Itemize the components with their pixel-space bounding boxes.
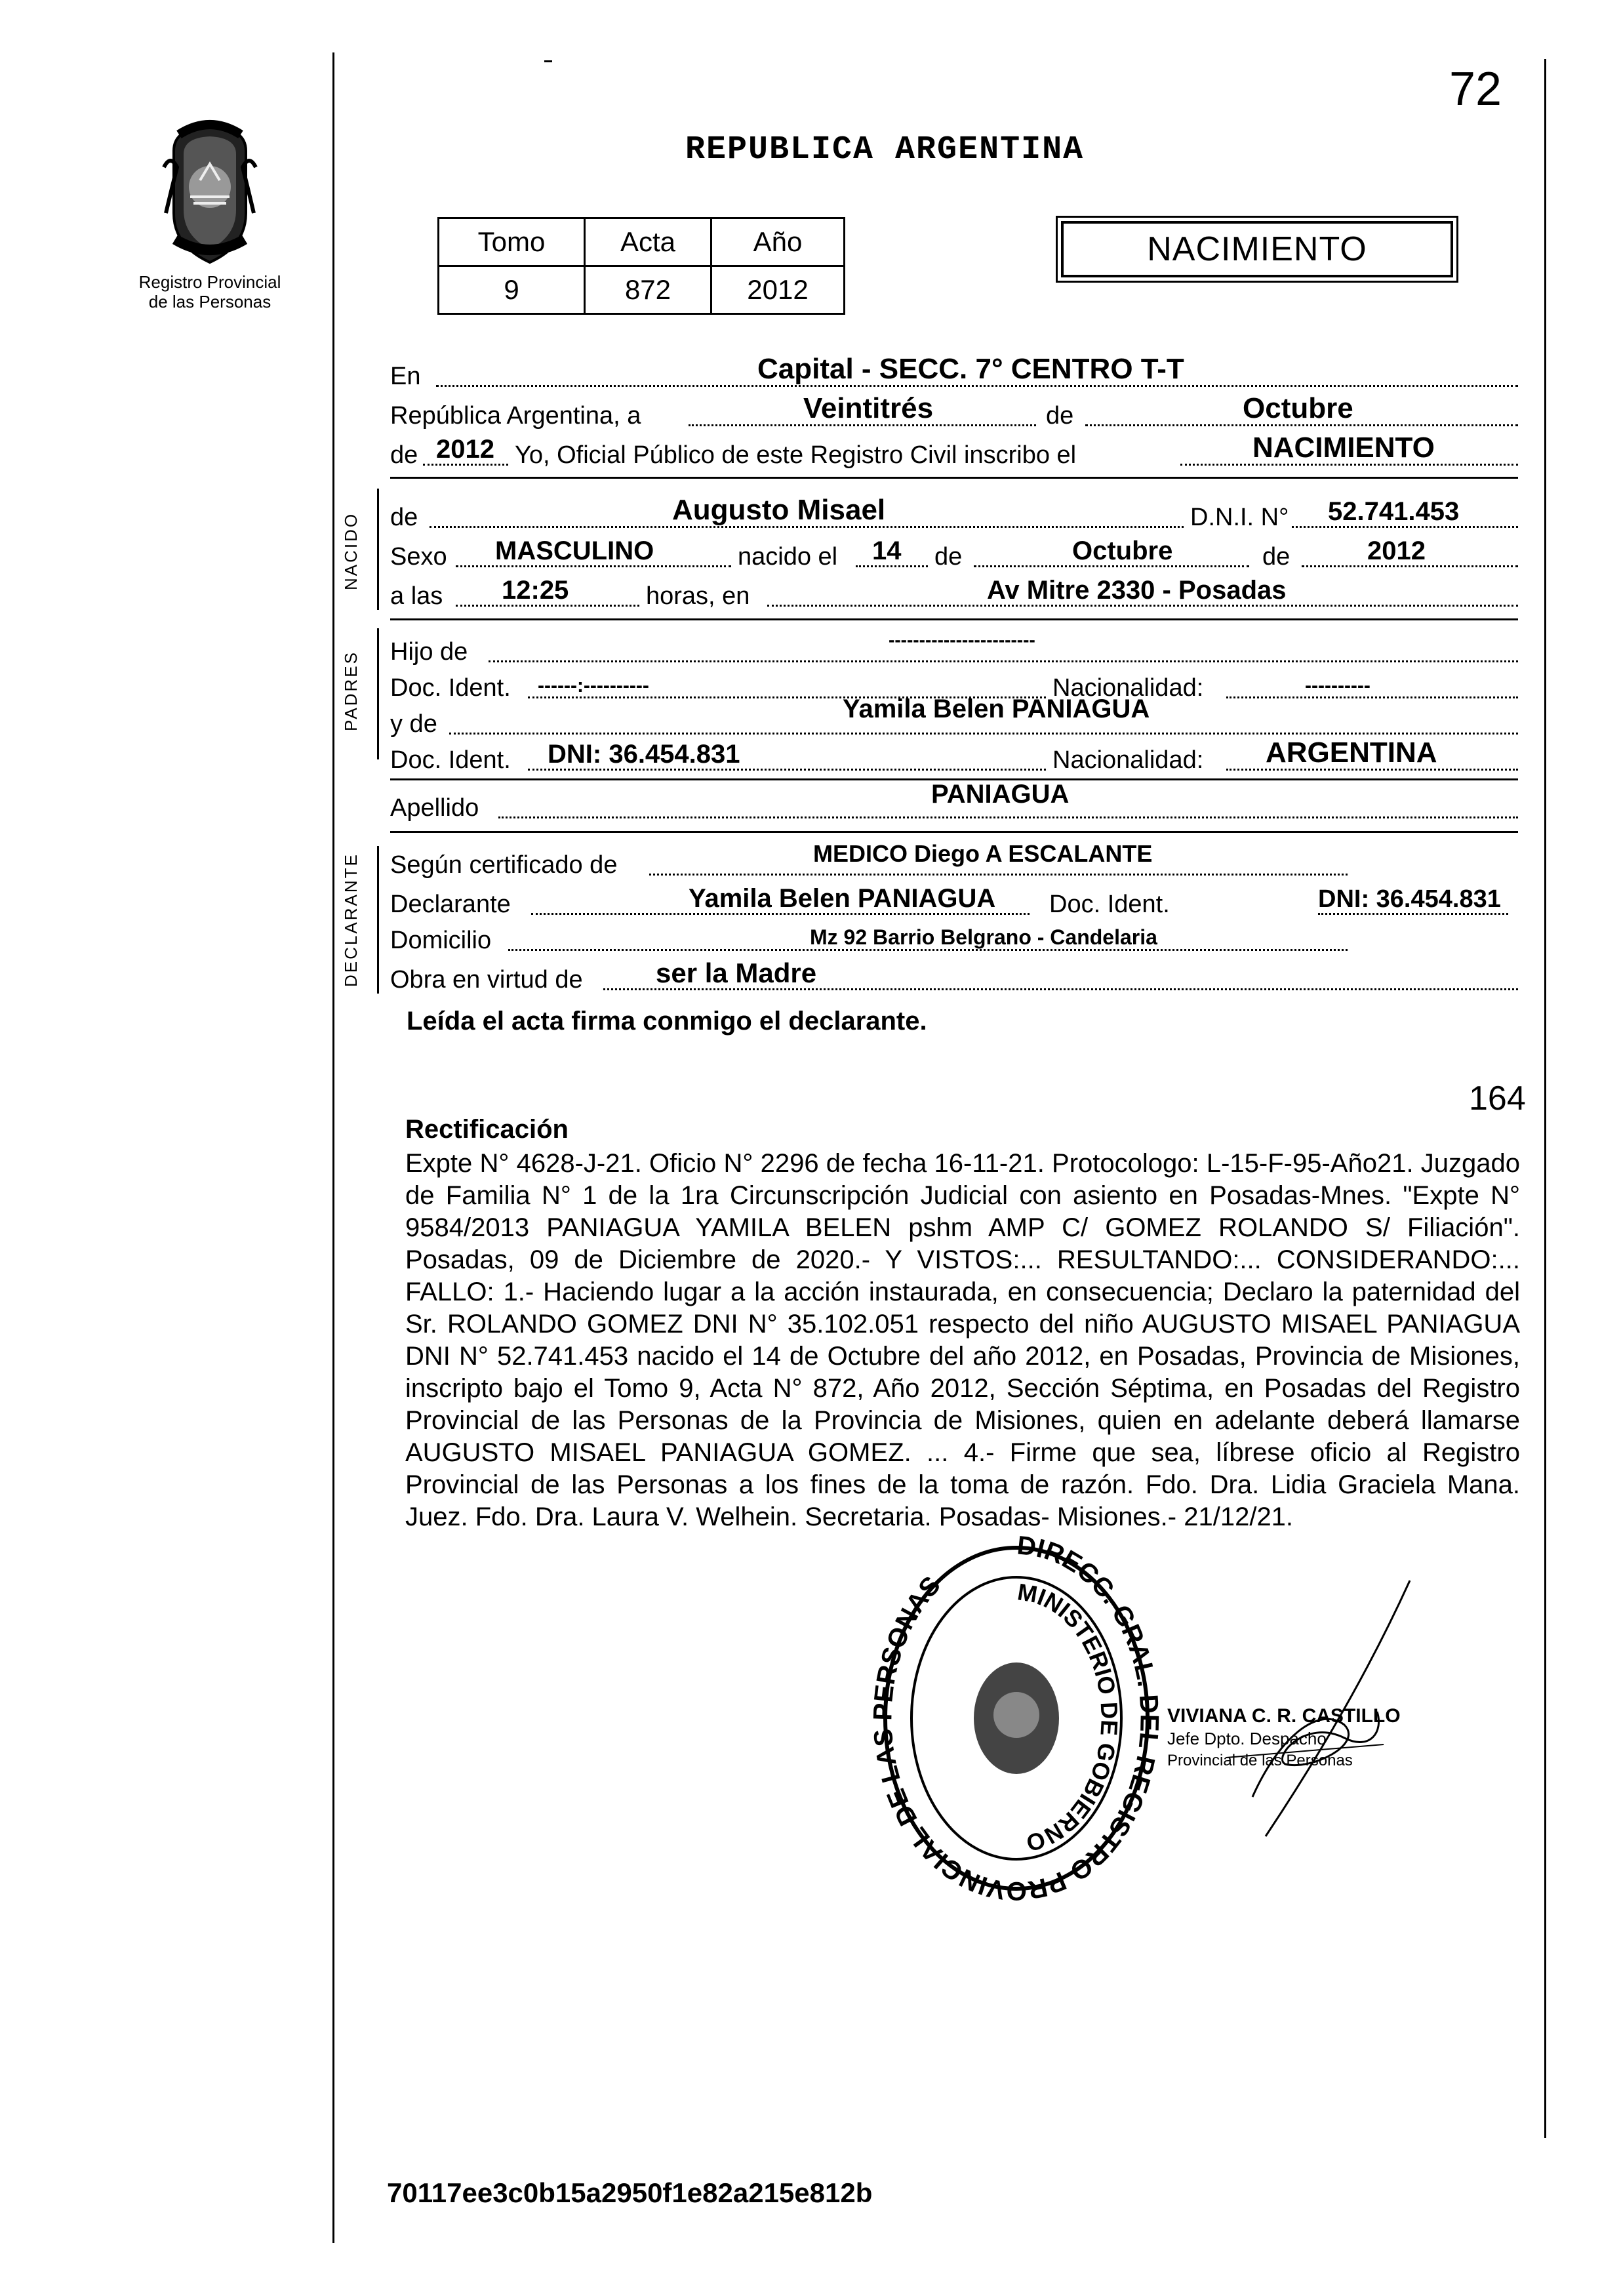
stamp-inner-textpath: MINISTERIO DE GOBIERNO <box>1015 1578 1123 1857</box>
madre-value: Yamila Belen PANIAGUA <box>843 695 1150 723</box>
nac1-label: Nacionalidad: <box>1052 674 1204 702</box>
nacido-el-label: nacido el <box>738 543 838 571</box>
nacido-dia-value: 14 <box>872 536 902 565</box>
line-declarante <box>390 882 1518 921</box>
yde-label: y de <box>390 710 437 738</box>
line-doc2 <box>390 738 1518 777</box>
doc2-value: DNI: 36.454.831 <box>548 740 740 769</box>
obra-label: Obra en virtud de <box>390 966 583 994</box>
handwritten-signature <box>1213 1574 1443 1849</box>
line-apellido <box>390 780 1518 825</box>
line-nacido-de <box>390 495 1518 534</box>
left-margin-line <box>332 52 334 2243</box>
lugar-value: Av Mitre 2330 - Posadas <box>987 576 1287 605</box>
inscribo-value: NACIMIENTO <box>1252 432 1435 464</box>
nac2-label: Nacionalidad: <box>1052 746 1204 774</box>
hijo-label: Hijo de <box>390 638 468 666</box>
padre-dots <box>489 660 1518 662</box>
provincial-seal-logo <box>161 115 259 266</box>
nacido-bar <box>377 489 379 610</box>
declarante-section-label: DECLARANTE <box>341 853 361 987</box>
signer-name: VIVIANA C. R. CASTILLO <box>1167 1705 1401 1727</box>
record-type-box: NACIMIENTO <box>1061 221 1453 277</box>
sexo-value: MASCULINO <box>495 536 654 565</box>
divider-2 <box>390 618 1518 620</box>
rectificacion-number: 164 <box>1469 1079 1526 1118</box>
right-margin-line <box>1544 59 1546 2138</box>
dia-value: Veintitrés <box>803 392 934 424</box>
nac2-value: ARGENTINA <box>1266 736 1437 769</box>
en-value: Capital - SECC. 7° CENTRO T-T <box>757 353 1184 385</box>
tomo-header: Tomo <box>439 218 585 266</box>
en-label: En <box>390 363 421 390</box>
page-number: 72 <box>1449 63 1502 115</box>
republica-label: República Argentina, a <box>390 402 641 430</box>
anio-value: 2012 <box>711 266 845 314</box>
anio-line-value: 2012 <box>436 435 494 464</box>
top-dash <box>544 60 552 62</box>
nac1-value: ---------- <box>1305 675 1371 696</box>
line-obra <box>390 957 1518 997</box>
oficial-text: Yo, Oficial Público de este Registro Civil inscribo el <box>515 441 1077 469</box>
signer-office: Provincial de las Personas <box>1167 1752 1353 1769</box>
decl-value: Yamila Belen PANIAGUA <box>689 884 996 913</box>
leida-statement: Leída el acta firma conmigo el declarante. <box>407 1007 927 1036</box>
doc1-label: Doc. Ident. <box>390 674 511 702</box>
cert-dots <box>649 874 1348 876</box>
cert-label: Según certificado de <box>390 851 618 879</box>
nacido-section-label: NACIDO <box>341 512 361 590</box>
line-oficial <box>390 433 1518 472</box>
madre-dots <box>449 733 1518 735</box>
hora-value: 12:25 <box>502 576 569 605</box>
signer-title: Jefe Dpto. Despacho <box>1167 1729 1327 1748</box>
rectificacion-body-wrap <box>405 1148 1520 1533</box>
nac1-dots <box>1226 696 1518 698</box>
anio-header: Año <box>711 218 845 266</box>
dni-label: D.N.I. N° <box>1190 504 1289 531</box>
tomo-acta-anio-table <box>437 217 845 315</box>
nacido-mes-value: Octubre <box>1072 536 1173 565</box>
line-cert <box>390 840 1518 882</box>
dom-value: Mz 92 Barrio Belgrano - Candelaria <box>810 925 1157 949</box>
stamp-ring-textpath: DIRECC. GRAL. L REGISTRO PROVINCIAL DE LA RSONAS <box>872 1531 1161 1906</box>
line-yde <box>390 695 1518 741</box>
decl-doc-value: DNI: 36.454.831 <box>1318 885 1501 913</box>
document-title: REPUBLICA ARGENTINA <box>685 131 1085 169</box>
obra-value: ser la Madre <box>656 957 817 988</box>
decl-doc-label: Doc. Ident. <box>1049 891 1170 918</box>
doc2-label: Doc. Ident. <box>390 746 511 774</box>
logo-caption-line-1: Registro Provincial <box>138 272 281 292</box>
divider-4 <box>390 831 1518 833</box>
rectificacion-title: Rectificación <box>405 1115 569 1144</box>
acta-header: Acta <box>585 218 711 266</box>
apellido-dots <box>498 816 1518 818</box>
padres-bar <box>377 628 379 759</box>
line-hijo <box>390 630 1518 669</box>
mes-value: Octubre <box>1243 392 1353 424</box>
line-en <box>390 354 1518 393</box>
dni-value: 52.741.453 <box>1328 497 1460 526</box>
apellido-label: Apellido <box>390 794 479 822</box>
dom-label: Domicilio <box>390 927 492 954</box>
apellido-value: PANIAGUA <box>931 780 1070 809</box>
declarante-bar <box>377 846 379 994</box>
nacido-de2-label: de <box>934 543 963 571</box>
tomo-value: 9 <box>439 266 585 314</box>
horas-en-label: horas, en <box>646 582 750 610</box>
padre-value: ------------------------ <box>889 630 1035 650</box>
divider-1 <box>390 477 1518 479</box>
nacido-de3-label: de <box>1262 543 1291 571</box>
cert-value: MEDICO Diego A ESCALANTE <box>813 840 1153 867</box>
decl-label: Declarante <box>390 891 511 918</box>
sexo-label: Sexo <box>390 543 447 571</box>
line-domicilio <box>390 918 1518 957</box>
line-alas <box>390 574 1518 613</box>
de2-label: de <box>390 441 418 469</box>
line-sexo <box>390 534 1518 574</box>
document-hash: 70117ee3c0b15a2950f1e82a215e812b <box>387 2177 873 2208</box>
nombre-value: Augusto Misael <box>672 494 886 526</box>
official-stamp <box>872 1528 1161 1908</box>
logo-caption <box>121 272 298 312</box>
padres-section-label: PADRES <box>341 651 361 731</box>
line-republica <box>390 393 1518 433</box>
acta-value: 872 <box>585 266 711 314</box>
doc1-value: ------:---------- <box>538 675 649 696</box>
rectificacion-body: Expte N° 4628-J-21. Oficio N° 2296 de fecha 16-11-21. Protocologo: L-15-F-95-Año21. Juzgado de Familia N° 1 de la 1ra Circunscripción Judicial con asiento en Posadas-Mnes. "Expte N° 9584/2013 PANIAGUA YAMILA BELEN pshm AMP C/ GOMEZ ROLANDO S/ Filiación". Posadas, 09 de Diciembre de 2020.- Y VISTOS:... RESULTANDO:... CONSIDERANDO:... FALLO: 1.- Haciendo lugar a la acción instaurada, en consecuencia; Declaro la paternidad del Sr. ROLANDO GOMEZ DNI N° 35.102.051 respecto del niño AUGUSTO MISAEL PANIAGUA DNI N° 52.741.453 nacido el 14 de Octubre del año 2012, en Posadas, Provincia de Misiones, inscripto bajo el Tomo 9, Acta N° 872, Año 2012, Sección Séptima, en Posadas del Registro Provincial de las Personas de la Provincia de Misiones, quien en adelante deberá llamarse AUGUSTO MISAEL PANIAGUA GOMEZ. ... 4.- Firme que sea, líbrese oficio al Registro Provincial de las Personas a los fines de la toma de razón. Fdo. Dra. Lidia Graciela Mana. Juez. Fdo. Dra. Laura V. Welhein. Secretaria. Posadas- Misiones.- 21/12/21. <box>405 1149 1520 1531</box>
de-label: de <box>1046 402 1074 430</box>
alas-label: a las <box>390 582 443 610</box>
nacido-anio-value: 2012 <box>1367 536 1426 565</box>
logo-caption-line-2: de las Personas <box>148 292 271 312</box>
nacido-de-label: de <box>390 504 418 531</box>
